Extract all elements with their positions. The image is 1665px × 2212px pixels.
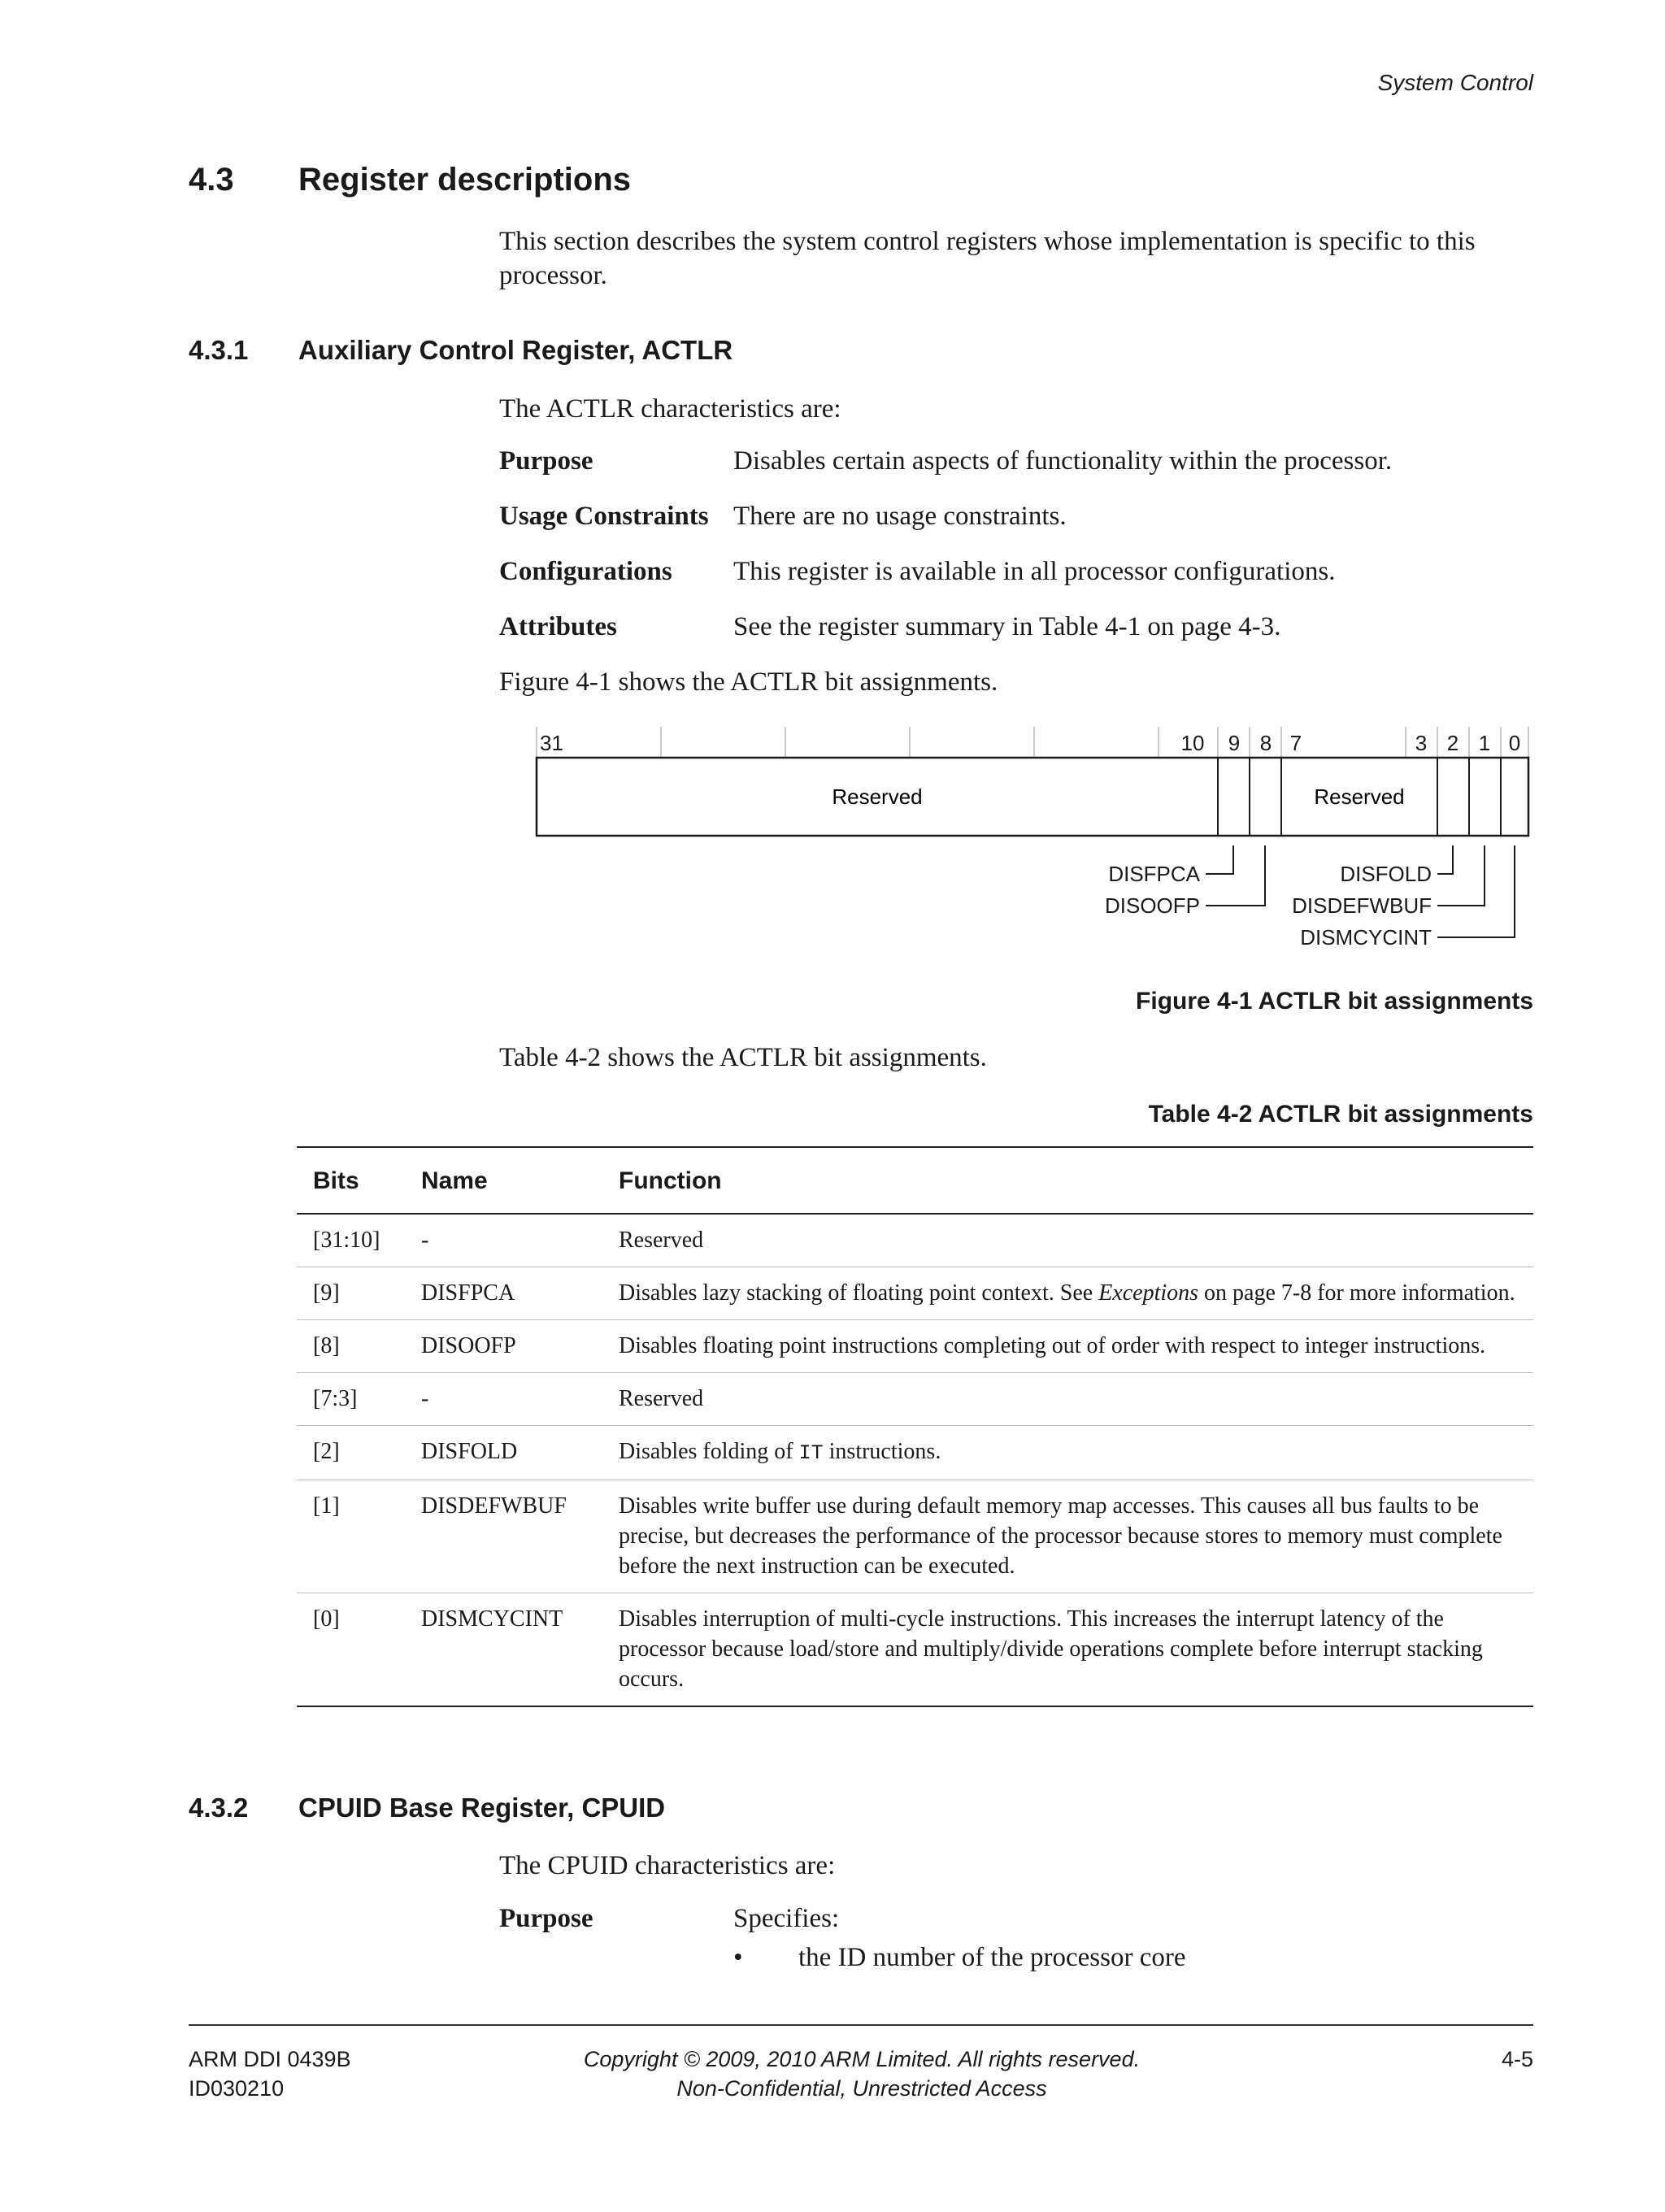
- bit-label-1: 1: [1478, 731, 1491, 755]
- cell-function: Disables interruption of multi-cycle instructions. This increases the interrupt latency of the processor because load/store and multiply/divide operations complete before interrupt stacking occurs.: [602, 1593, 1533, 1707]
- bullet-text: the ID number of the processor core: [798, 1943, 1186, 1972]
- table-row: [297, 1320, 1533, 1373]
- cpuid-intro: The CPUID characteristics are:: [499, 1851, 836, 1880]
- actlr-bit-diagram: [520, 715, 1545, 959]
- it-code: IT: [798, 1441, 824, 1465]
- characteristic-desc: Disables certain aspects of functionality within the processor.: [733, 446, 1393, 476]
- callout-disfpca: DISFPCA: [1108, 862, 1200, 886]
- exceptions-link[interactable]: Exceptions: [1098, 1280, 1199, 1306]
- callout-dismcycint: DISMCYCINT: [1300, 925, 1432, 950]
- section-intro-line-2: processor.: [499, 261, 607, 290]
- callout-disoofp: DISOOFP: [1104, 893, 1200, 918]
- bit-label-31: 31: [540, 731, 563, 755]
- bit-label-9: 9: [1228, 731, 1241, 755]
- subsection-title-cpuid: CPUID Base Register, CPUID: [298, 1793, 666, 1823]
- function-text: Disables folding of: [619, 1439, 799, 1464]
- section-number: 4.3: [189, 162, 234, 198]
- table-row: [297, 1214, 1533, 1267]
- callout-disdefwbuf: DISDEFWBUF: [1292, 893, 1432, 918]
- header-function: Function: [619, 1167, 722, 1194]
- attributes-text[interactable]: See the register summary in Table 4-1 on page 4-3.: [733, 612, 1281, 641]
- running-header: System Control: [1377, 70, 1533, 95]
- cell-bits: [31:10]: [297, 1214, 405, 1267]
- cpuid-bullet-item: [733, 1943, 1186, 1973]
- cell-bits: [1]: [297, 1480, 405, 1593]
- characteristic-usage-constraints: [499, 502, 1548, 532]
- callout-leaders: [1206, 845, 1515, 937]
- subsection-title-actlr: Auxiliary Control Register, ACTLR: [298, 335, 733, 365]
- cell-name: DISFPCA: [405, 1267, 602, 1320]
- cell-name: DISOOFP: [405, 1320, 602, 1373]
- cell-function: Disables write buffer use during default memory map accesses. This causes all bus faults to be precise, but decreases the performance of the processor because stores to memory must complete before the next instruction can be executed.: [602, 1480, 1533, 1593]
- function-text: on page 7-8 for more information.: [1198, 1280, 1515, 1306]
- table-row: [297, 1267, 1533, 1320]
- bit-label-7: 7: [1289, 731, 1302, 755]
- characteristic-attributes: [499, 612, 1548, 642]
- figure-caption: Figure 4-1 ACTLR bit assignments: [1136, 988, 1533, 1015]
- header-bits: Bits: [313, 1167, 359, 1194]
- bit-label-10: 10: [1180, 731, 1205, 755]
- cell-bits: [9]: [297, 1267, 405, 1320]
- table-row: [297, 1480, 1533, 1593]
- characteristic-desc: Specifies:: [733, 1904, 840, 1933]
- cell-name: DISDEFWBUF: [405, 1480, 602, 1593]
- cell-name: DISFOLD: [405, 1426, 602, 1480]
- cell-function: [602, 1267, 1533, 1320]
- cpuid-purpose: [499, 1904, 1548, 1934]
- characteristic-term: Purpose: [499, 1904, 593, 1933]
- field-reserved-7-3: Reserved: [1314, 784, 1405, 809]
- characteristic-configurations: [499, 557, 1548, 587]
- cell-bits: [0]: [297, 1593, 405, 1707]
- cell-name: -: [405, 1214, 602, 1267]
- cell-bits: [8]: [297, 1320, 405, 1373]
- cell-function: [602, 1426, 1533, 1480]
- characteristic-term: Usage Constraints: [499, 502, 709, 531]
- characteristic-term: Configurations: [499, 557, 672, 586]
- characteristic-term: Attributes: [499, 612, 617, 641]
- cell-name: DISMCYCINT: [405, 1593, 602, 1707]
- bit-label-0: 0: [1508, 731, 1521, 755]
- page-number: 4-5: [1501, 2047, 1533, 2071]
- header-name: Name: [421, 1167, 488, 1194]
- footer-doc-id: [189, 2045, 351, 2103]
- characteristic-desc: There are no usage constraints.: [733, 502, 1067, 531]
- actlr-intro: The ACTLR characteristics are:: [499, 394, 841, 424]
- section-title: Register descriptions: [298, 162, 632, 198]
- cell-name: -: [405, 1373, 602, 1426]
- table-caption: Table 4-2 ACTLR bit assignments: [1148, 1101, 1533, 1128]
- characteristic-desc: This register is available in all processor configurations.: [733, 557, 1336, 586]
- function-text: Disables lazy stacking of floating point context. See: [619, 1280, 1099, 1306]
- access-text: Non-Confidential, Unrestricted Access: [676, 2076, 1047, 2101]
- footer-copyright: [455, 2045, 1268, 2103]
- cell-bits: [2]: [297, 1426, 405, 1480]
- footer-rule: [189, 2024, 1533, 2026]
- bit-label-3: 3: [1415, 731, 1428, 755]
- section-intro-line-1: This section describes the system control registers whose implementation is specific to this: [499, 227, 1476, 256]
- actlr-bit-table: [297, 1146, 1533, 1707]
- bit-label-8: 8: [1259, 731, 1272, 755]
- section-intro: [499, 224, 1548, 293]
- cell-function: Reserved: [602, 1214, 1533, 1267]
- table-header-row: [297, 1147, 1533, 1214]
- copyright-text: Copyright © 2009, 2010 ARM Limited. All rights reserved.: [583, 2047, 1141, 2071]
- table-row: [297, 1373, 1533, 1426]
- characteristic-purpose: [499, 446, 1548, 476]
- cell-bits: [7:3]: [297, 1373, 405, 1426]
- table-reference: Table 4-2 shows the ACTLR bit assignments.: [499, 1043, 987, 1072]
- callout-disfold: DISFOLD: [1340, 862, 1432, 886]
- field-reserved-31-10: Reserved: [832, 784, 923, 809]
- doc-id: ARM DDI 0439B: [189, 2047, 351, 2071]
- cell-function: Reserved: [602, 1373, 1533, 1426]
- bit-tick-marks: [537, 727, 1528, 758]
- characteristic-desc: [733, 612, 1548, 642]
- subsection-number-actlr: 4.3.1: [189, 335, 249, 365]
- bit-label-2: 2: [1446, 731, 1459, 755]
- characteristic-term: Purpose: [499, 446, 593, 476]
- function-text: instructions.: [823, 1439, 941, 1464]
- doc-revision: ID030210: [189, 2076, 285, 2101]
- table-row: [297, 1593, 1533, 1707]
- table-row: [297, 1426, 1533, 1480]
- bullet-mark: •: [733, 1943, 743, 1972]
- cell-function: Disables floating point instructions completing out of order with respect to integer instructions.: [602, 1320, 1533, 1373]
- figure-reference: Figure 4-1 shows the ACTLR bit assignments.: [499, 667, 998, 697]
- subsection-number-cpuid: 4.3.2: [189, 1793, 249, 1823]
